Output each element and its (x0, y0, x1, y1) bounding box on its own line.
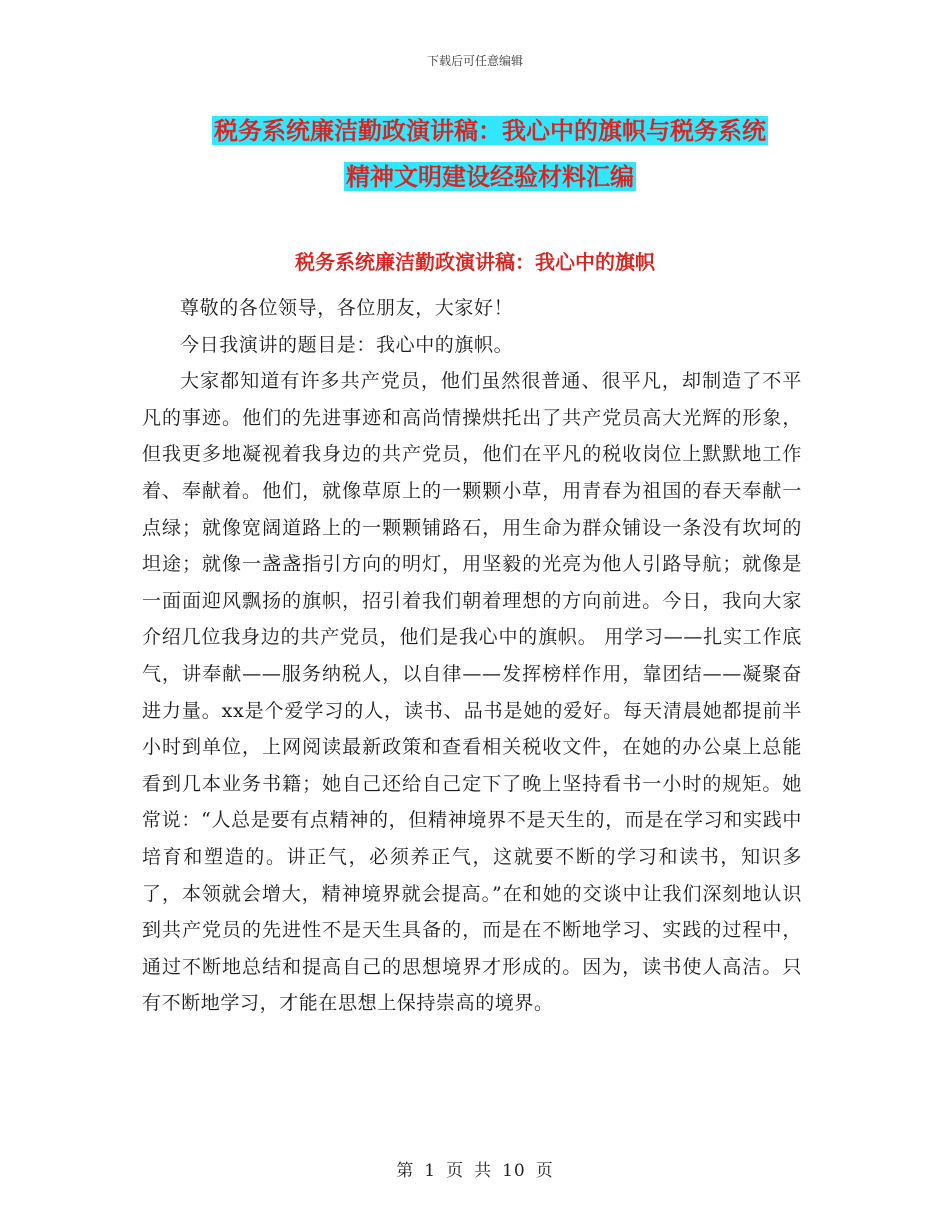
section-title: 税务系统廉洁勤政演讲稿：我心中的旗帜 (295, 250, 655, 274)
title-line-1: 税务系统廉洁勤政演讲稿：我心中的旗帜与税务系统 (214, 116, 766, 145)
page-footer (0, 1156, 950, 1181)
footer-prefix: 第 (396, 1161, 415, 1181)
title-line-2: 精神文明建设经验材料汇编 (346, 162, 634, 191)
footer-suffix: 页 (535, 1161, 554, 1181)
footer-page-number: 1 (424, 1161, 437, 1181)
paragraph-topic: 今日我演讲的题目是：我心中的旗帜。 (180, 333, 514, 356)
header-note: 下载后可任意编辑 (426, 54, 523, 68)
footer-total-pages: 10 (502, 1161, 526, 1181)
document-title (140, 108, 840, 200)
body-text (142, 290, 802, 1022)
footer-total-label: 共 (474, 1161, 493, 1181)
paragraph-greeting: 尊敬的各位领导，各位朋友，大家好！ (180, 297, 514, 319)
footer-page-label: 页 (446, 1161, 465, 1181)
paragraph-main: 大家都知道有许多共产党员，他们虽然很普通、很平凡，却制造了不平凡的事迹。他们的先进事迹和高尚情操烘托出了共产党员高大光辉的形象，但我更多地凝视着我身边的共产党员，他们在平凡的税收岗位上默默地工作着、奉献着。他们，就像草原上的一颗颗小草，用青春为祖国的春天奉献一点绿；就像宽阔道路上的一颗颗铺路石，用生命为群众铺设一条没有坎坷的坦途；就像一盏盏指引方向的明灯，用坚毅的光亮为他人引路导航；就像是一面面迎风飘扬的旗帜，招引着我们朝着理想的方向前进。今日，我向大家介绍几位我身边的共产党员，他们是我心中的旗帜。 用学习——扎实工作底气，讲奉献——服务纳税人，以自律——发挥榜样作用，靠团结——凝聚奋进力量。xx是个爱学习的人，读书、品书是她的爱好。每天清晨她都提前半小时到单位，上网阅读最新政策和查看相关税收文件，在她的办公桌上总能看到几本业务书籍；她自己还给自己定下了晚上坚持看书一小时的规矩。她常说：“人总是要有点精神的，但精神境界不是天生的，而是在学习和实践中培育和塑造的。讲正气，必须养正气，这就要不断的学习和读书，知识多了，本领就会增大，精神境界就会提高。”在和她的交谈中让我们深刻地认识到共产党员的先进性不是天生具备的，而是在不断地学习、实践的过程中，通过不断地总结和提高自己的思想境界才形成的。因为，读书使人高洁。只有不断地学习，才能在思想上保持崇高的境界。 (142, 370, 802, 1015)
